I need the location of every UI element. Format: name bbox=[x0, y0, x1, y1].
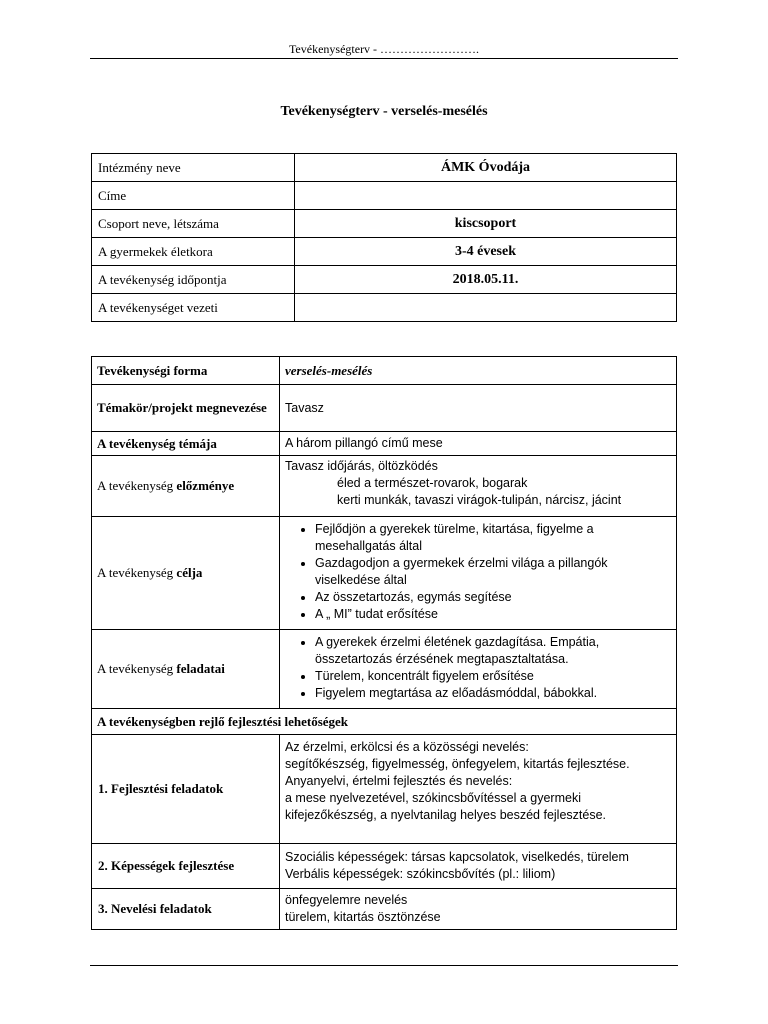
cell-line: kerti munkák, tavaszi virágok-tulipán, nárcisz, jácint bbox=[337, 493, 622, 507]
development-tasks-cell bbox=[280, 735, 677, 844]
development-section-header: A tevékenységben rejlő fejlesztési lehetőségek bbox=[92, 709, 677, 735]
table-row bbox=[92, 294, 677, 322]
row-label: 1. Fejlesztési feladatok bbox=[92, 735, 280, 844]
cell-line: kifejezőkészség, a nyelvtanilag helyes beszéd fejlesztése. bbox=[285, 808, 607, 822]
date-value: 2018.05.11. bbox=[295, 266, 677, 294]
row-label bbox=[92, 517, 280, 630]
table-row bbox=[92, 517, 677, 630]
row-label: 3. Nevelési feladatok bbox=[92, 889, 280, 930]
plan-table bbox=[91, 356, 677, 930]
running-header: Tevékenységterv - ……………………. bbox=[288, 42, 480, 56]
info-table bbox=[91, 153, 677, 322]
row-label: A gyermekek életkora bbox=[92, 238, 295, 266]
table-row bbox=[92, 357, 677, 385]
row-label: 2. Képességek fejlesztése bbox=[92, 844, 280, 889]
footer-divider bbox=[90, 965, 678, 966]
cell-line: önfegyelemre nevelés bbox=[285, 893, 408, 907]
cell-line: éled a természet-rovarok, bogarak bbox=[337, 476, 528, 490]
label-bold: feladatai bbox=[176, 661, 225, 676]
row-label: A tevékenység témája bbox=[92, 432, 280, 456]
list-item: • Figyelem megtartása az előadásmóddal, bábokkal. bbox=[315, 685, 671, 702]
row-label: Témakör/projekt megnevezése bbox=[92, 385, 280, 432]
table-row bbox=[92, 889, 677, 930]
goals-list bbox=[285, 521, 671, 623]
row-label bbox=[92, 456, 280, 517]
activity-form-value: verselés-mesélés bbox=[280, 357, 677, 385]
cell-line: Tavasz időjárás, öltözködés bbox=[285, 459, 438, 473]
table-row bbox=[92, 709, 677, 735]
list-item: • Gazdagodjon a gyermekek érzelmi világa a pillangók viselkedése által bbox=[315, 555, 671, 589]
list-item: • Fejlődjön a gyerekek türelme, kitartása, figyelme a mesehallgatás által bbox=[315, 521, 671, 555]
skills-cell bbox=[280, 844, 677, 889]
table-row bbox=[92, 210, 677, 238]
row-label: Címe bbox=[92, 182, 295, 210]
label-prefix: A tevékenység bbox=[97, 565, 177, 580]
topic-value: Tavasz bbox=[280, 385, 677, 432]
education-cell bbox=[280, 889, 677, 930]
table-row bbox=[92, 182, 677, 210]
cell-line: Verbális képességek: szókincsbővítés (pl.: liliom) bbox=[285, 867, 556, 881]
table-row bbox=[92, 735, 677, 844]
cell-line: türelem, kitartás ösztönzése bbox=[285, 910, 441, 924]
page-title: Tevékenységterv - verselés-mesélés bbox=[280, 104, 488, 119]
header-divider bbox=[90, 58, 678, 59]
row-label: Csoport neve, létszáma bbox=[92, 210, 295, 238]
row-label: Tevékenységi forma bbox=[92, 357, 280, 385]
institution-value: ÁMK Óvodája bbox=[295, 154, 677, 182]
theme-value: A három pillangó című mese bbox=[280, 432, 677, 456]
antecedents-cell bbox=[280, 456, 677, 517]
table-row bbox=[92, 432, 677, 456]
cell-line: a mese nyelvezetével, szókincsbővítéssel a gyermeki bbox=[285, 791, 581, 805]
list-item: • Az összetartozás, egymás segítése bbox=[315, 589, 671, 606]
table-row bbox=[92, 238, 677, 266]
row-label: A tevékenység időpontja bbox=[92, 266, 295, 294]
label-bold: célja bbox=[176, 565, 203, 580]
table-row bbox=[92, 456, 677, 517]
address-value bbox=[295, 182, 677, 210]
label-bold: előzménye bbox=[176, 478, 235, 493]
table-row bbox=[92, 844, 677, 889]
row-label: A tevékenységet vezeti bbox=[92, 294, 295, 322]
label-prefix: A tevékenység bbox=[97, 661, 177, 676]
list-item: • Türelem, koncentrált figyelem erősítése bbox=[315, 668, 671, 685]
leader-value bbox=[295, 294, 677, 322]
row-label: Intézmény neve bbox=[92, 154, 295, 182]
list-item: • A „ MI” tudat erősítése bbox=[315, 606, 671, 623]
table-row bbox=[92, 385, 677, 432]
label-prefix: A tevékenység bbox=[97, 478, 177, 493]
age-value: 3-4 évesek bbox=[295, 238, 677, 266]
cell-line: Az érzelmi, erkölcsi és a közösségi nevelés: bbox=[285, 740, 529, 754]
group-value: kiscsoport bbox=[295, 210, 677, 238]
list-item: • A gyerekek érzelmi életének gazdagítása. Empátia, összetartozás érzésének megtapasztaltatása. bbox=[315, 634, 671, 668]
table-row bbox=[92, 630, 677, 709]
table-row bbox=[92, 266, 677, 294]
table-row bbox=[92, 154, 677, 182]
tasks-cell bbox=[280, 630, 677, 709]
cell-line: Anyanyelvi, értelmi fejlesztés és nevelés: bbox=[285, 774, 513, 788]
goals-cell bbox=[280, 517, 677, 630]
cell-line: Szociális képességek: társas kapcsolatok, viselkedés, türelem bbox=[285, 850, 629, 864]
cell-line: segítőkészség, figyelmesség, önfegyelem, kitartás fejlesztése. bbox=[285, 757, 630, 771]
tasks-list bbox=[285, 634, 671, 702]
row-label bbox=[92, 630, 280, 709]
